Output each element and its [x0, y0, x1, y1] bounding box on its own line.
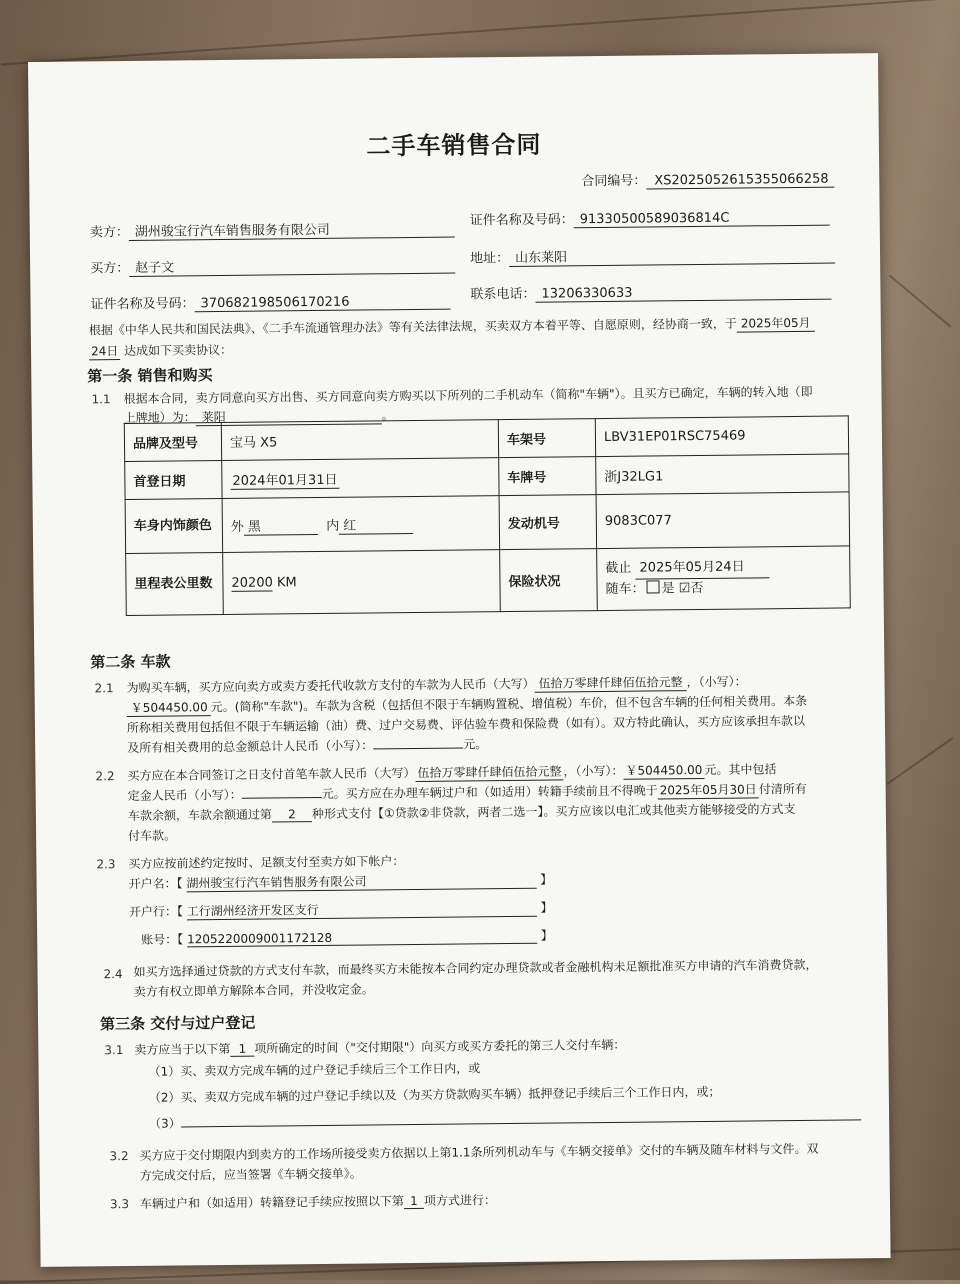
preamble-line1: 根据《中华人民共和国民法典》、《二手车流通管理办法》等有关法律法规，买卖双方本着平等、自愿原则，经协商一致，于 2025年05月	[89, 314, 815, 340]
seller-id-field: 证件名称及号码： 91330500589036814C	[470, 206, 830, 230]
clause-number: 2.2	[95, 769, 115, 784]
section-1-title: 第一条 销售和购买	[87, 366, 213, 386]
document-title: 二手车销售合同	[366, 130, 542, 161]
preamble-line2: 24日 达成如下买卖协议：	[89, 341, 232, 360]
clause-number: 3.3	[109, 1197, 130, 1212]
reg-date-value: 2024年01月31日	[222, 458, 499, 499]
insurance-value: 截止 2025年05月24日 随车： 是 ☑否	[597, 546, 851, 611]
clause-2-2-line1: 买方应在本合同签订之日支付首笔车款人民币（大写） 伍拾万零肆仟肆佰伍拾元整 ，（小写）： ￥504450.00 元。其中包括	[127, 762, 777, 783]
insurance-no-checkbox[interactable]: ☑	[678, 581, 691, 597]
clause-number: 2.1	[94, 681, 114, 696]
clause-1-1-line2: 上牌地）为： 莱阳 。	[123, 408, 394, 426]
clause-3-1-option1: （1）买、卖双方完成车辆的过户登记手续后三个工作日内，或	[148, 1061, 481, 1079]
mileage-value: 20200 KM	[223, 550, 501, 615]
clause-2-1-line3: 所称相关费用包括但不限于车辆运输（油）费、过户交易费、评估验车费和保险费（如有）。双方特此确认，买方应该承担车款以	[126, 713, 806, 735]
buyer-address-field: 地址： 山东莱阳	[470, 244, 835, 268]
clause-2-1-line4: 及所有相关费用的总金额总计人民币（小写）： 元。	[127, 737, 488, 755]
plate-label: 车牌号	[499, 457, 596, 496]
clause-2-2-line2: 定金人民币（小写）： 元。买方应在办理车辆过户和（如适用）转籍手续前且不得晚于 2025年05月30日 付清所有	[127, 781, 807, 803]
clause-2-3-text: 买方应按前述约定按时、足额支付至卖方如下帐户：	[128, 854, 405, 871]
contract-paper	[28, 53, 891, 1267]
clause-3-2-line1: 买方应于交付期限内到卖方的工作场所接受卖方依据以上第1.1条所列机动车与《车辆交接单》交付的车辆及随车材料与文件。双	[139, 1141, 819, 1163]
clause-2-1-line1: 为购买车辆，买方应向卖方或卖方委托代收款方支付的车款为人民币（大写） 伍拾万零肆仟肆佰伍拾元整 ，（小写）：	[126, 674, 747, 696]
clause-number: 1.1	[91, 392, 111, 407]
seller-field: 卖方： 湖州骏宝行汽车销售服务有限公司	[90, 218, 455, 242]
clause-3-1-option2: （2）买、卖双方完成车辆的过户登记手续以及（为买方贷款购买车辆）抵押登记手续后三个工作日内，或；	[148, 1084, 721, 1105]
clause-3-3-line1: 车辆过户和（如适用）转籍登记手续应按照以下第 1 项方式进行：	[139, 1193, 497, 1211]
clause-number: 2.4	[103, 967, 123, 982]
color-value: 外 黑 内 红	[222, 496, 500, 553]
section-3-title: 第三条 交付与过户登记	[99, 1013, 256, 1034]
color-label: 车身内饰颜色	[125, 498, 223, 553]
clause-3-2-line2: 方完成交付后，应当签署《车辆交接单》。	[139, 1166, 362, 1183]
buyer-id-field: 证件名称及号码： 370682198506170216	[90, 290, 450, 314]
clause-2-4-line1: 如买方选择通过贷款的方式支付车款，而最终买方未能按本合同约定办理贷款或者金融机构未足额批准买方申请的汽车消费贷款，	[133, 957, 818, 979]
clause-2-1-line2: ￥504450.00 元。(简称"车款")。车款为含税（包括但不限于车辆购置税、增值税）车价，但不包含车辆的任何相关费用。本条	[127, 692, 808, 717]
account-number-field: 账号：【 1205220009001172128 】	[141, 928, 553, 947]
buyer-field: 买方： 赵子文	[90, 254, 455, 278]
clause-2-2-line4: 付车款。	[128, 828, 177, 843]
engine-label: 发动机号	[499, 495, 597, 550]
account-name-field: 开户名：【 湖州骏宝行汽车销售服务有限公司 】	[128, 872, 553, 891]
vehicle-info-table	[124, 415, 851, 616]
clause-2-2-line3: 车款余额，车款余额通过第 2 种形式支付【①贷款②非贷款，两者二选一】。买方应该以电汇或其他卖方能够接受的方式支	[127, 802, 796, 823]
clause-number: 2.3	[96, 857, 116, 872]
vin-label: 车架号	[498, 419, 595, 458]
engine-value: 9083C077	[596, 492, 850, 549]
clause-3-1-option3: （3）	[149, 1107, 861, 1131]
clause-3-1-line1: 卖方应当于以下第 1 项所确定的时间（"交付期限"）向买方或买方委托的第三人交付车辆：	[134, 1037, 626, 1057]
buyer-phone-field: 联系电话： 13206330633	[470, 280, 831, 304]
vin-value: LBV31EP01RSC75469	[595, 416, 848, 457]
plate-value: 浙J32LG1	[596, 454, 849, 495]
clause-2-4-line2: 卖方有权立即单方解除本合同，并没收定金。	[133, 982, 374, 999]
mileage-label: 里程表公里数	[126, 552, 224, 615]
reg-date-label: 首登日期	[125, 460, 222, 499]
clause-number: 3.2	[109, 1149, 129, 1164]
insurance-label: 保险状况	[500, 549, 598, 612]
brand-value: 宝马 X5	[221, 420, 498, 461]
clause-1-1-line1: 根据本合同，卖方同意向买方出售、买方同意向卖方购买以下所列的二手机动车（简称"车辆"）。且买方已确定，车辆的转入地（即	[123, 384, 813, 407]
clause-number: 3.1	[104, 1043, 124, 1058]
bank-field: 开户行：【 工行湖州经济开发区支行 】	[128, 900, 553, 919]
contract-number: 合同编号： XS2025052615355066258	[581, 168, 834, 191]
insurance-yes-checkbox[interactable]	[646, 580, 659, 593]
brand-label: 品牌及型号	[124, 422, 221, 461]
section-2-title: 第二条 车款	[90, 652, 171, 672]
